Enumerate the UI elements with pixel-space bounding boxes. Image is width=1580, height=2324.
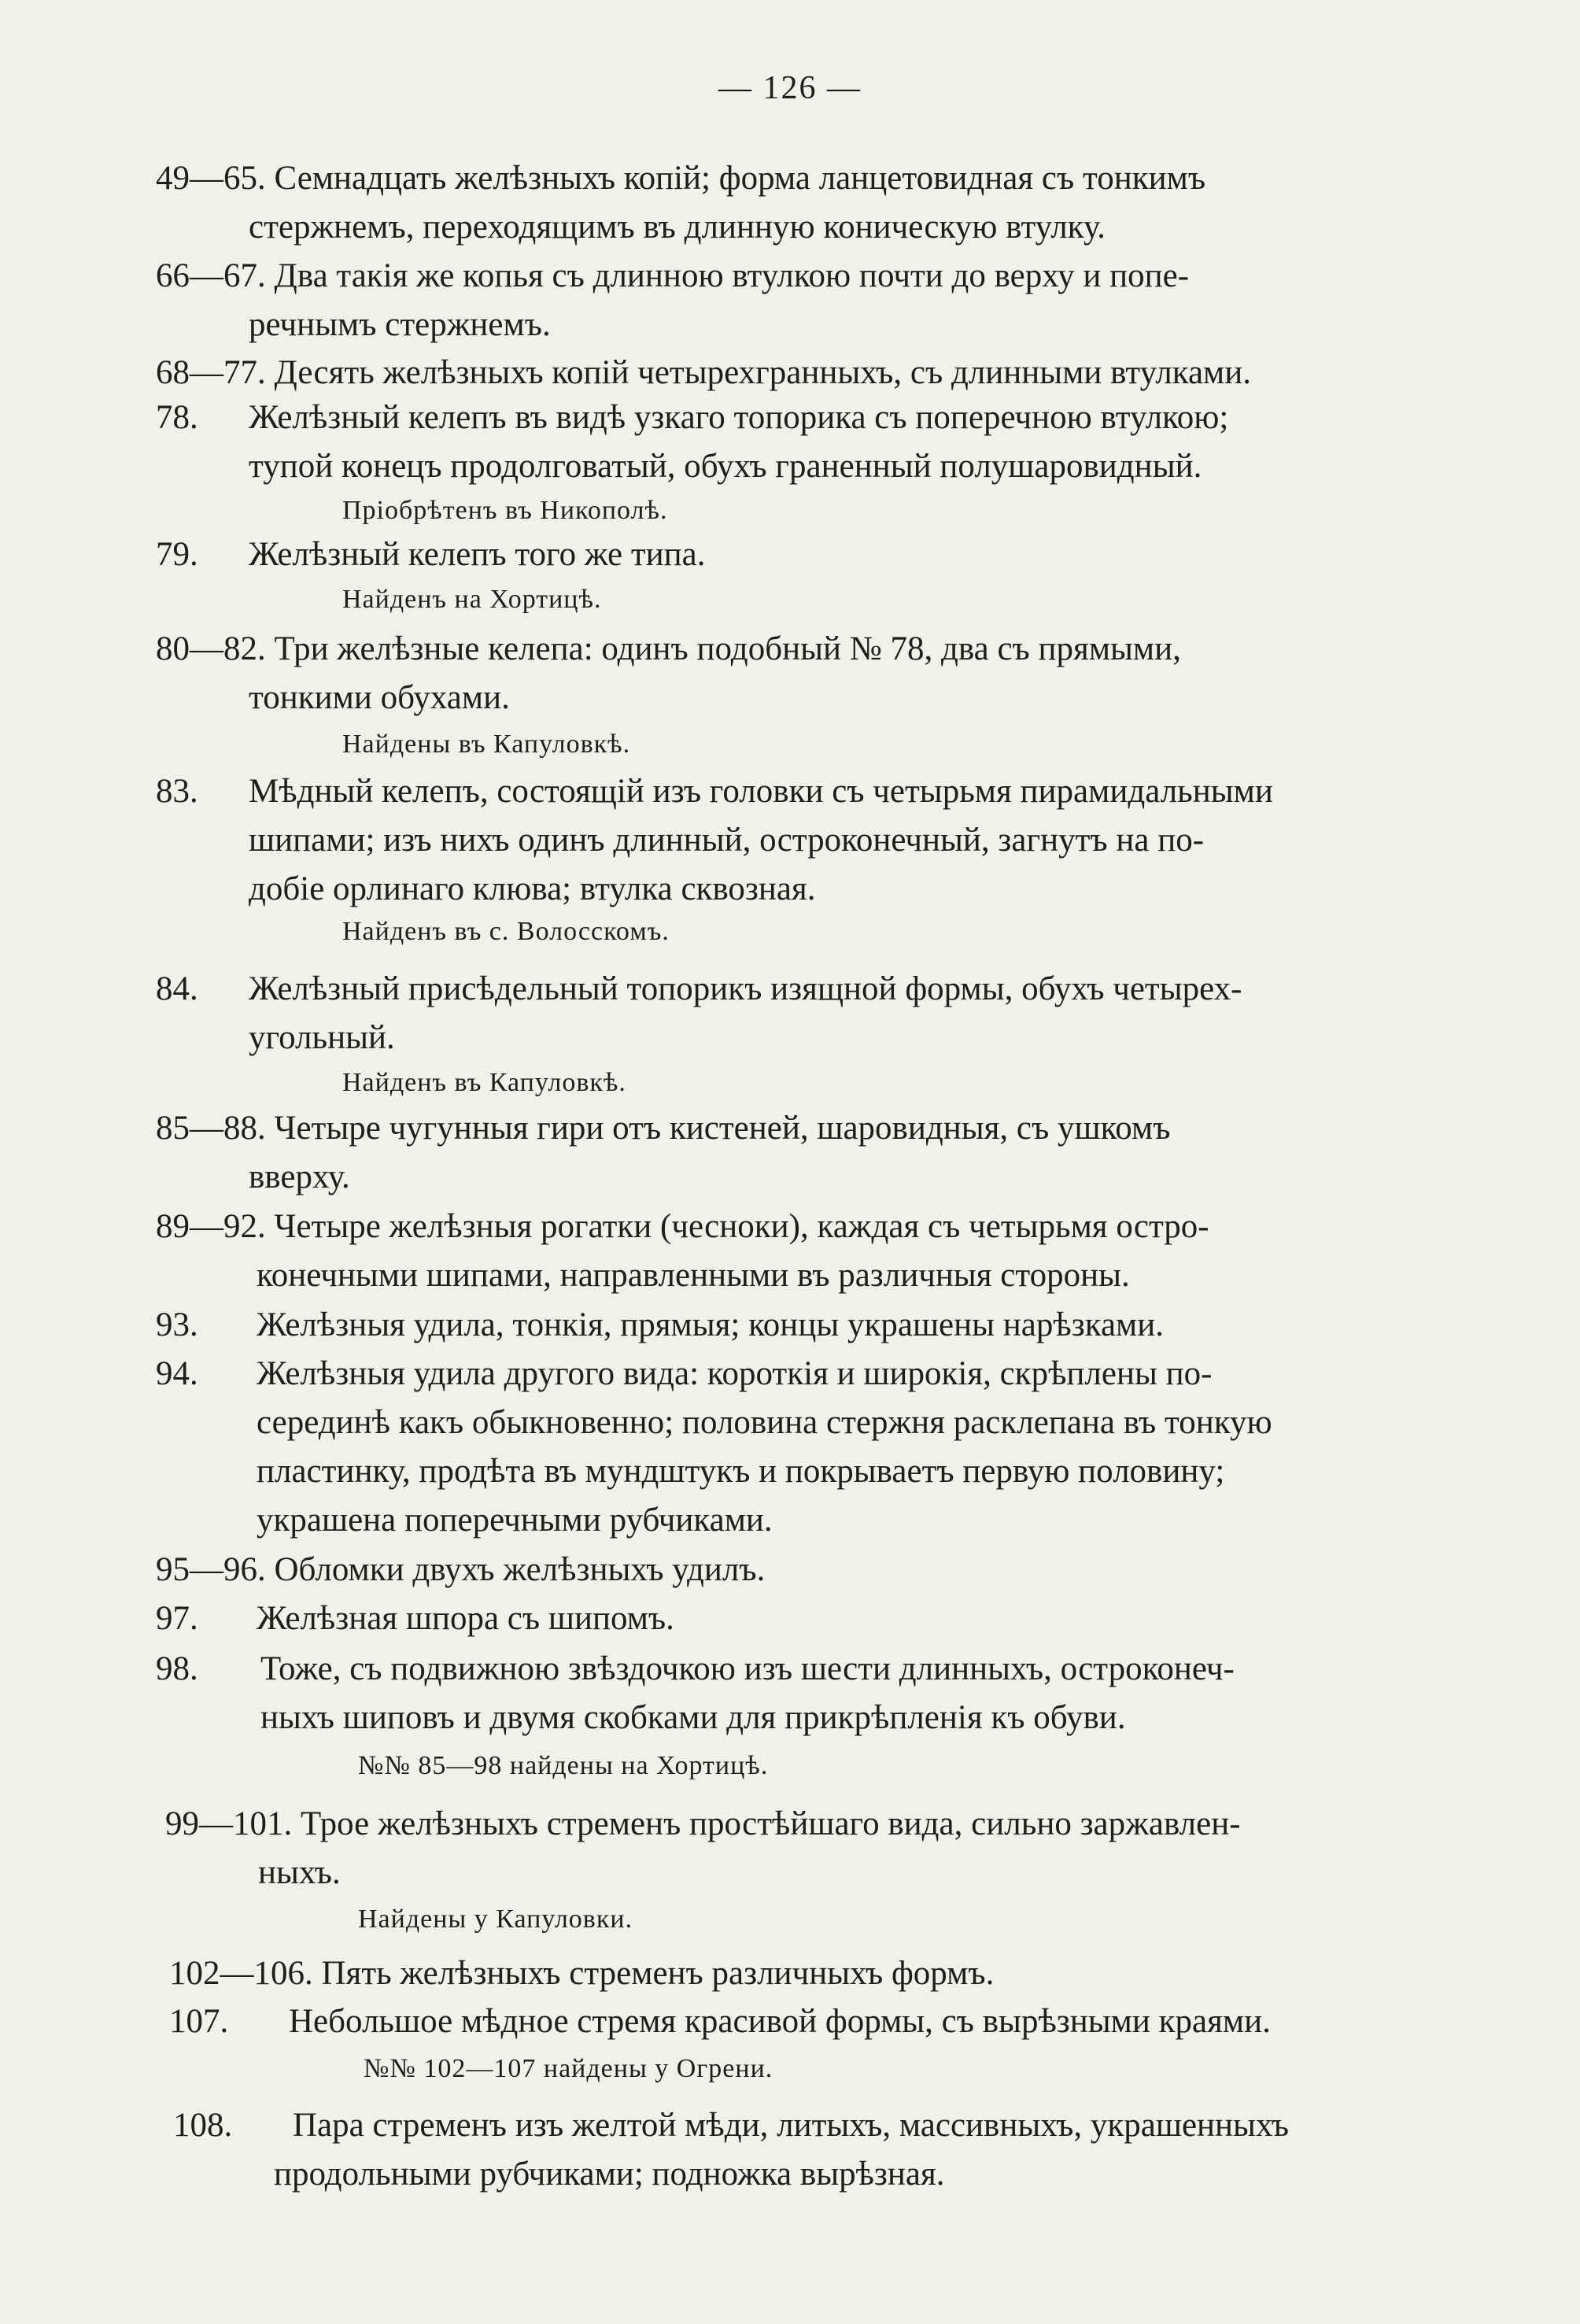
entry-line: серединѣ какъ обыкновенно; половина стержня расклепана въ тонкую (257, 1404, 1272, 1441)
catalog-entry (156, 1594, 1493, 1643)
catalog-entry (173, 2101, 1526, 2199)
entry-line: конечными шипами, направленными въ различныя стороны. (257, 1257, 1130, 1294)
entry-line: Желѣзныя удила, тонкія, прямыя; концы украшены нарѣзками. (257, 1306, 1165, 1343)
entry-line: Тоже, съ подвижною звѣздочкою изъ шести длинныхъ, остроконеч- (260, 1650, 1235, 1687)
entry-line: добіе орлинаго клюва; втулка сквозная. (249, 870, 816, 907)
entry-line: тонкими обухами. (249, 679, 510, 716)
catalog-entry (156, 1301, 1493, 1350)
catalog-entry (169, 1949, 1523, 1998)
provenance-note: №№ 85—98 найдены на Хортицѣ. (358, 1751, 769, 1780)
page-number: — 126 — (718, 70, 862, 106)
entry-line: ныхъ шиповъ и двумя скобками для прикрѣпленія къ обуви. (260, 1699, 1126, 1736)
catalog-entry (156, 767, 1493, 914)
entry-line: 85—88. Четыре чугунныя гири отъ кистеней, шаровидныя, съ ушкомъ (156, 1110, 1171, 1147)
entry-line: 99—101. Трое желѣзныхъ стременъ простѣйшаго вида, сильно заржавлен- (165, 1805, 1241, 1842)
entry-line: 102—106. Пять желѣзныхъ стременъ различныхъ формъ. (169, 1955, 995, 1992)
provenance-note: Найденъ на Хортицѣ. (342, 585, 602, 614)
entry-number: 84. (156, 970, 198, 1007)
entry-line: продольными рубчиками; подножка вырѣзная. (274, 2156, 945, 2193)
provenance-note: Найдены въ Капуловкѣ. (342, 730, 631, 759)
entry-line: ныхъ. (258, 1854, 341, 1891)
catalog-entry (156, 530, 1493, 579)
catalog-entry (156, 1104, 1493, 1202)
entry-line: Желѣзныя удила другого вида: короткія и широкія, скрѣплены по- (257, 1355, 1213, 1392)
entry-line: 66—67. Два такія же копья съ длинною втулкою почти до верху и попе- (156, 257, 1190, 294)
catalog-entry (156, 154, 1493, 252)
provenance-note: Найденъ въ Капуловкѣ. (342, 1068, 626, 1097)
catalog-entry (156, 1645, 1509, 1742)
entry-line: Желѣзный келепъ того же типа. (249, 536, 706, 573)
catalog-entry (156, 349, 1493, 397)
entry-line: пластинку, продѣта въ мундштукъ и покрываетъ первую половину; (257, 1453, 1225, 1490)
entry-line: Желѣзный келепъ въ видѣ узкаго топорика съ поперечною втулкою; (249, 399, 1229, 436)
entry-line: Желѣзная шпора съ шипомъ. (257, 1600, 674, 1637)
entry-line: 80—82. Три желѣзные келепа: одинъ подобный № 78, два съ прямыми, (156, 630, 1181, 667)
entry-line: 68—77. Десять желѣзныхъ копій четырехгранныхъ, съ длинными втулками. (156, 354, 1251, 391)
entry-number: 97. (156, 1600, 198, 1637)
catalog-entry (156, 252, 1493, 349)
entry-line: угольный. (249, 1019, 395, 1056)
entry-line: Желѣзный присѣдельный топорикъ изящной формы, обухъ четырех- (249, 970, 1242, 1007)
catalog-entry (156, 1350, 1493, 1545)
entry-line: Мѣдный келепъ, состоящій изъ головки съ четырьмя пирамидальными (249, 773, 1273, 810)
entry-number: 93. (156, 1306, 198, 1343)
catalog-entry (156, 1546, 1493, 1594)
entry-line: Небольшое мѣдное стремя красивой формы, съ вырѣзными краями. (289, 2003, 1271, 2040)
entry-line: шипами; изъ нихъ одинъ длинный, остроконечный, загнутъ на по- (249, 822, 1205, 859)
entry-number: 83. (156, 773, 198, 810)
entry-line: украшена поперечными рубчиками. (257, 1502, 773, 1539)
entry-number: 78. (156, 399, 198, 436)
entry-line: 49—65. Семнадцать желѣзныхъ копій; форма ланцетовидная съ тонкимъ (156, 160, 1206, 197)
catalog-entry (169, 1997, 1523, 2046)
provenance-note: Найдены у Капуловки. (358, 1905, 633, 1934)
entry-number: 108. (173, 2107, 233, 2144)
entry-line: вверху. (249, 1158, 350, 1195)
entry-line: тупой конецъ продолговатый, обухъ граненный полушаровидный. (249, 448, 1202, 485)
catalog-entry (156, 625, 1493, 722)
entry-line: Пара стременъ изъ желтой мѣди, литыхъ, массивныхъ, украшенныхъ (293, 2107, 1290, 2144)
catalog-entry (156, 393, 1493, 491)
entry-number: 94. (156, 1355, 198, 1392)
provenance-note: №№ 102—107 найдены у Огрени. (364, 2054, 773, 2083)
entry-line: речнымъ стержнемъ. (249, 306, 551, 343)
catalog-entry (165, 1800, 1519, 1897)
entry-number: 98. (156, 1650, 198, 1687)
entry-number: 107. (169, 2003, 229, 2040)
provenance-note: Найденъ въ с. Волосскомъ. (342, 917, 670, 946)
catalog-entry (156, 1203, 1493, 1300)
entry-line: 89—92. Четыре желѣзныя рогатки (чесноки), каждая съ четырьмя остро- (156, 1208, 1209, 1245)
entry-line: 95—96. Обломки двухъ желѣзныхъ удилъ. (156, 1551, 766, 1588)
provenance-note: Пріобрѣтенъ въ Никополѣ. (342, 496, 668, 525)
entry-line: стержнемъ, переходящимъ въ длинную коническую втулку. (249, 209, 1106, 246)
entry-number: 79. (156, 536, 198, 573)
catalog-entry (156, 965, 1493, 1062)
